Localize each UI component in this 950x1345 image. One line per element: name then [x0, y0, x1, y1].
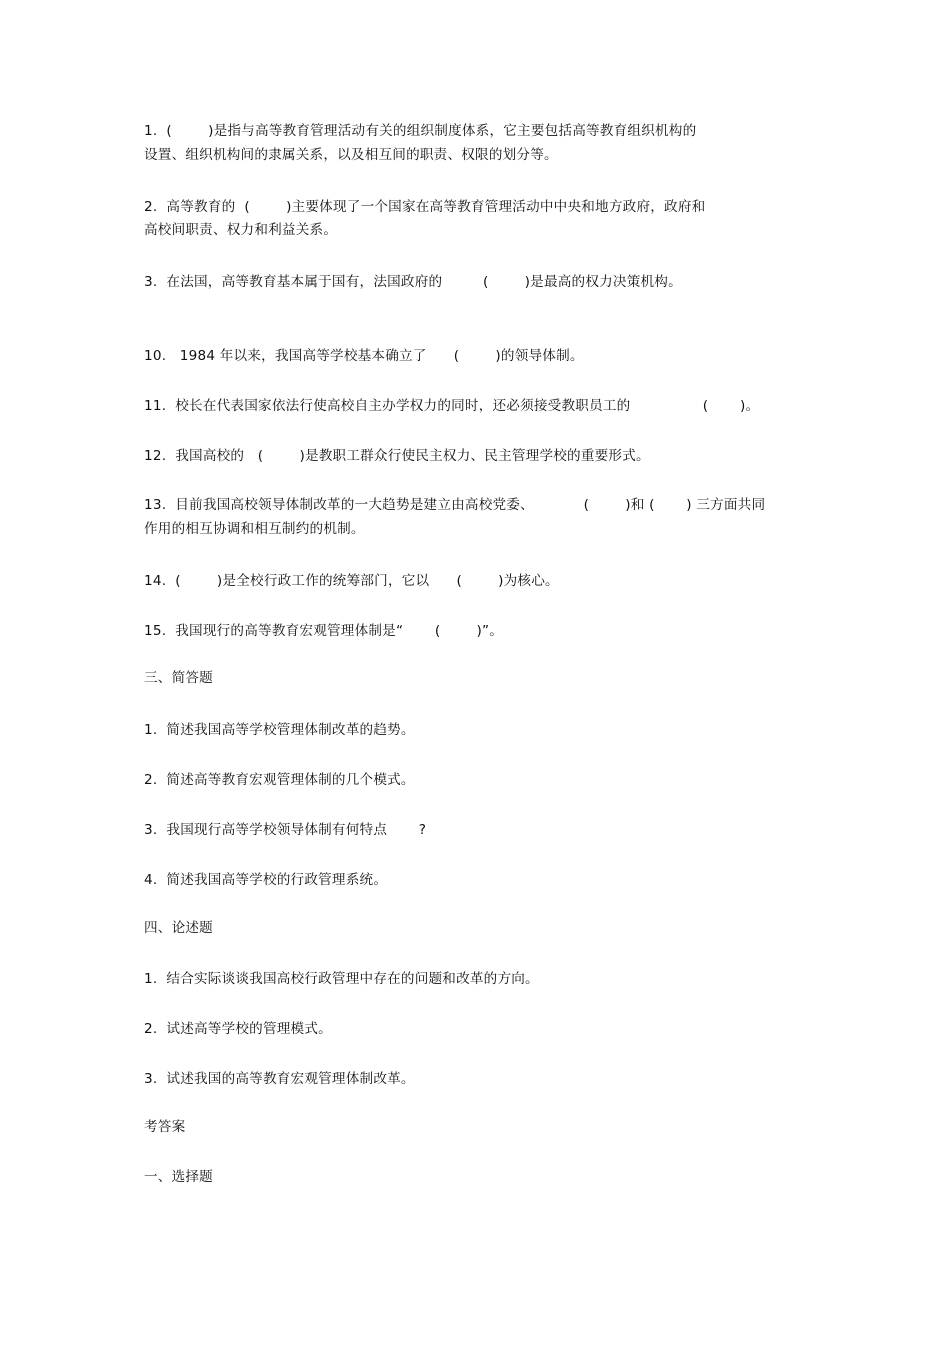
short-answer-item-4: 4. 简述我国高等学校的行政管理系统。 [144, 872, 388, 888]
section-heading-short-answer: 三、简答题 [144, 670, 213, 686]
question-13-line-1: 13. 目前我国高校领导体制改革的一大趋势是建立由高校党委、 ( )和 ( ) 三方面共同 [144, 497, 766, 513]
question-12: 12. 我国高校的 ( )是教职工群众行使民主权力、民主管理学校的重要形式。 [144, 448, 650, 464]
essay-item-3: 3. 试述我国的高等教育宏观管理体制改革。 [144, 1071, 415, 1087]
short-answer-item-2: 2. 简述高等教育宏观管理体制的几个模式。 [144, 772, 415, 788]
short-answer-item-1: 1. 简述我国高等学校管理体制改革的趋势。 [144, 722, 415, 738]
question-11: 11. 校长在代表国家依法行使高校自主办学权力的同时，还必须接受教职员工的 ( )。 [144, 398, 760, 414]
essay-item-1: 1. 结合实际谈谈我国高校行政管理中存在的问题和改革的方向。 [144, 971, 539, 987]
short-answer-item-3: 3. 我国现行高等学校领导体制有何特点 ? [144, 822, 427, 838]
question-13-line-2: 作用的相互协调和相互制约的机制。 [144, 521, 365, 537]
question-1-line-2: 设置、组织机构间的隶属关系，以及相互间的职责、权限的划分等。 [144, 147, 558, 163]
question-15: 15. 我国现行的高等教育宏观管理体制是“ ( )”。 [144, 623, 504, 639]
question-1-line-1: 1. ( )是指与高等教育管理活动有关的组织制度体系，它主要包括高等教育组织机构的 [144, 123, 697, 139]
question-2-line-1: 2. 高等教育的 ( )主要体现了一个国家在高等教育管理活动中中央和地方政府，政府和 [144, 199, 706, 215]
section-heading-essay: 四、论述题 [144, 920, 213, 936]
question-3: 3. 在法国，高等教育基本属于国有，法国政府的 ( )是最高的权力决策机构。 [144, 274, 682, 290]
question-2-line-2: 高校间职责、权力和利益关系。 [144, 222, 338, 238]
answer-key-subheading: 一、选择题 [144, 1169, 213, 1185]
question-14: 14. ( )是全校行政工作的统筹部门，它以 ( )为核心。 [144, 573, 559, 589]
answer-key-heading: 考答案 [144, 1119, 186, 1135]
question-10: 10. 1984 年以来，我国高等学校基本确立了 ( )的领导体制。 [144, 348, 584, 364]
essay-item-2: 2. 试述高等学校的管理模式。 [144, 1021, 332, 1037]
